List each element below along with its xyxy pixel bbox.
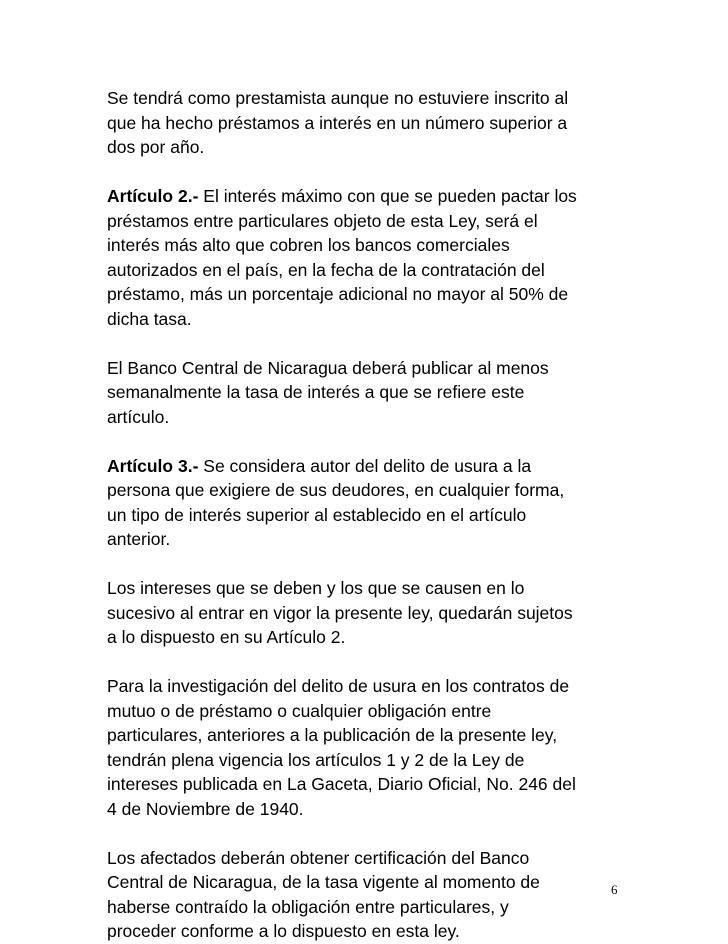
- paragraph-text: El interés máximo con que se pueden pactar los préstamos entre particulares objeto de esta Ley, será el interés más alto que cobren los bancos comerciales autorizados en el país, en la fecha de la contratación del préstamo, más un porcentaje adicional no mayor al 50% de dicha tasa.: [107, 186, 577, 329]
- paragraph-text: Se considera autor del delito de usura a la persona que exigiere de sus deudores, en cualquier forma, un tipo de interés superior al establecido en el artículo anterior.: [107, 455, 565, 549]
- paragraph-text: Los intereses que se deben y los que se causen en lo sucesivo al entrar en vigor la presente ley, quedarán sujetos a lo dispuesto en su Artículo 2.: [107, 578, 573, 647]
- document-body: [107, 86, 627, 944]
- article-heading: Artículo 3.-: [107, 455, 199, 476]
- paragraph-text: Se tendrá como prestamista aunque no estuviere inscrito al que ha hecho préstamos a interés en un número superior a dos por año.: [107, 88, 569, 157]
- paragraph-text: El Banco Central de Nicaragua deberá publicar al menos semanalmente la tasa de interés a que se refiere este artículo.: [107, 357, 549, 427]
- paragraph-intereses: [107, 576, 627, 650]
- page-number: 6: [611, 882, 618, 897]
- article-heading: Artículo 2.-: [107, 186, 199, 206]
- paragraph-investigacion: [107, 674, 627, 821]
- paragraph-banco-central: [107, 356, 627, 430]
- paragraph-text: Para la investigación del delito de usura en los contratos de mutuo o de préstamo o cualquier obligación entre particulares, anteriores a la publicación de la presente ley, tendrán plena vigencia los artículos 1 y 2 de la Ley de intereses publicada en La Gaceta, Diario Oficial, No. 246 del 4 de Noviembre de 1940.: [107, 676, 576, 819]
- paragraph-prestamista: [107, 86, 627, 160]
- paragraph-afectados: [107, 846, 627, 944]
- paragraph-articulo-2: [107, 184, 627, 331]
- paragraph-articulo-3: [107, 454, 627, 552]
- paragraph-text: Los afectados deberán obtener certificación del Banco Central de Nicaragua, de la tasa vigente al momento de haberse contraído la obligación entre particulares, y proceder conforme a lo dispuesto en esta ley.: [107, 847, 540, 941]
